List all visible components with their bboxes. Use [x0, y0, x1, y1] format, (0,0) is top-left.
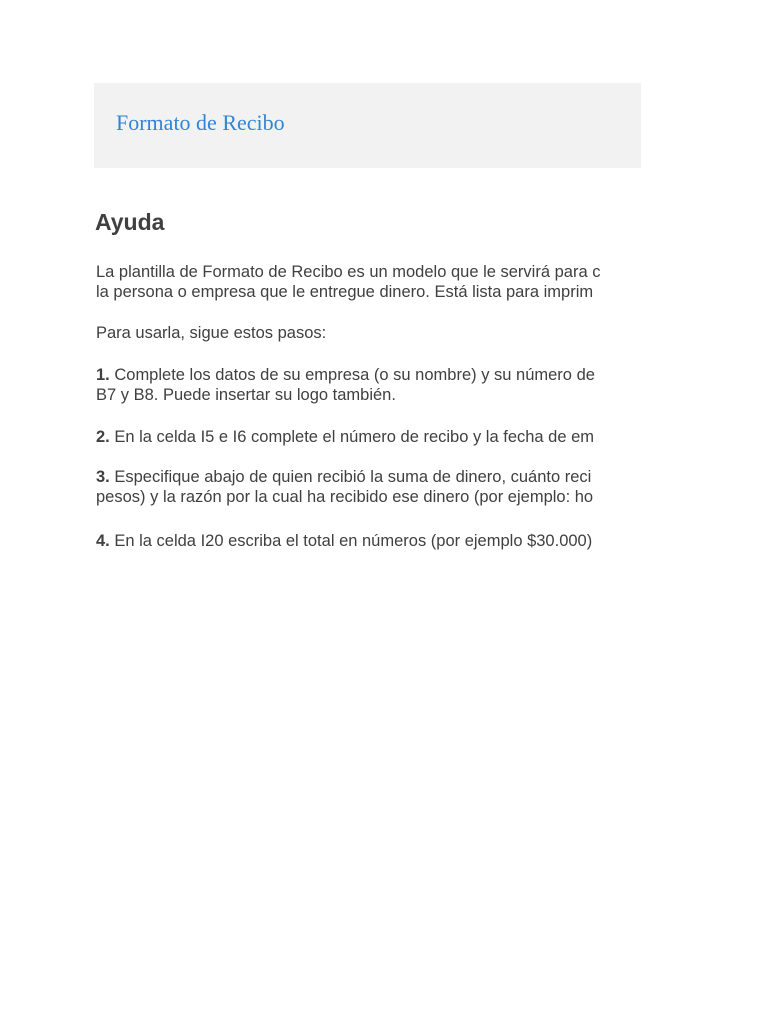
- step-3: [96, 467, 593, 507]
- step-1-text: Complete los datos de su empresa (o su nombre) y su número de: [109, 366, 595, 384]
- intro-paragraph: [96, 262, 600, 302]
- step-2-line-1: [96, 427, 594, 447]
- step-2-number: 2.: [96, 428, 110, 446]
- step-1-line-2: B7 y B8. Puede insertar su logo también.: [96, 386, 396, 404]
- step-3-text: Especifique abajo de quien recibió la suma de dinero, cuánto reci: [109, 468, 592, 486]
- intro-line-1: La plantilla de Formato de Recibo es un modelo que le servirá para c: [96, 263, 601, 281]
- page-title: Formato de Recibo: [116, 110, 285, 135]
- step-4-text: En la celda I20 escriba el total en números (por ejemplo $30.000): [109, 532, 593, 550]
- step-1-number: 1.: [96, 366, 110, 384]
- step-3-number: 3.: [96, 468, 110, 486]
- header-band: [94, 83, 641, 168]
- intro-line-2: la persona o empresa que le entregue dinero. Está lista para imprim: [96, 283, 594, 301]
- step-3-line-1: [96, 467, 593, 487]
- step-4-line-1: [96, 531, 592, 551]
- step-4: [96, 531, 592, 551]
- step-1-line-1: [96, 365, 595, 385]
- step-2: [96, 427, 594, 447]
- usage-paragraph: Para usarla, sigue estos pasos:: [96, 324, 327, 342]
- help-heading: Ayuda: [95, 209, 165, 235]
- step-1: [96, 365, 595, 405]
- step-3-line-2: pesos) y la razón por la cual ha recibido ese dinero (por ejemplo: ho: [96, 488, 594, 506]
- step-2-text: En la celda I5 e I6 complete el número de recibo y la fecha de em: [109, 428, 595, 446]
- step-4-number: 4.: [96, 532, 110, 550]
